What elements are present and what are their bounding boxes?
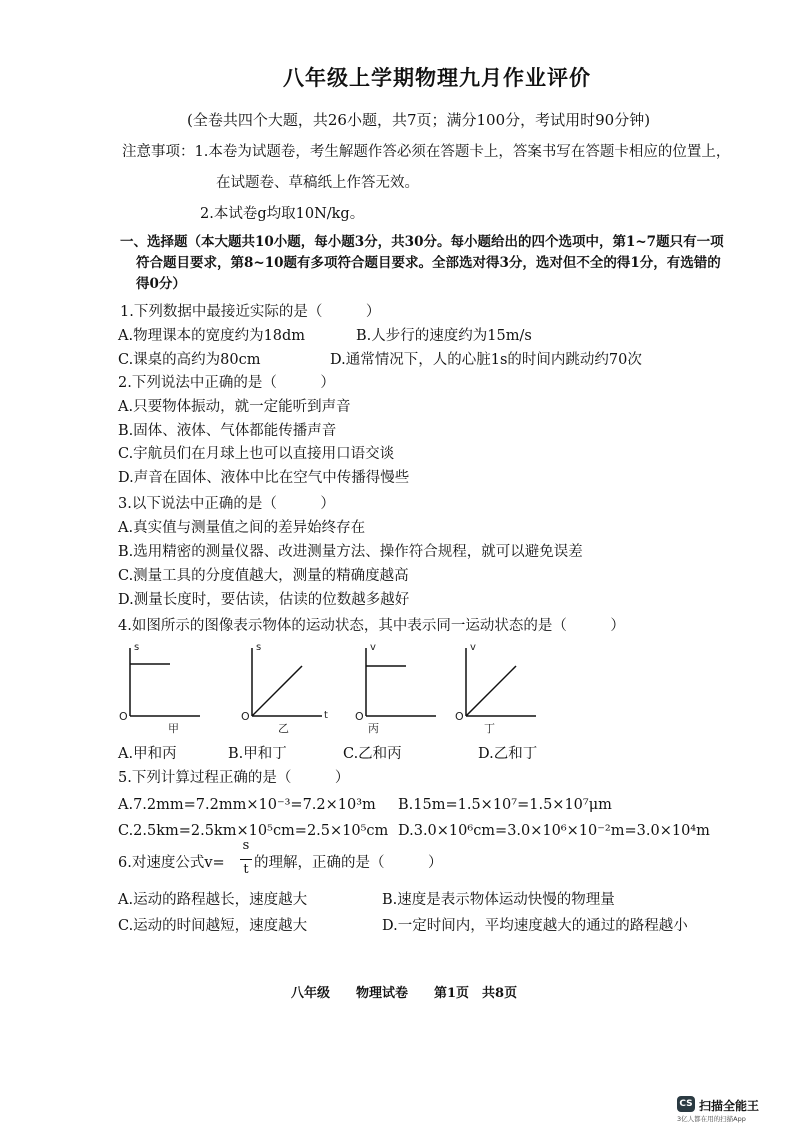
q3-option-a: A.真实值与测量值之间的差异始终存在 xyxy=(118,520,366,536)
q5-option-d: D.3.0×10⁶cm=3.0×10⁶×10⁻²m=3.0×10⁴m xyxy=(398,823,710,839)
graph-line-diagonal xyxy=(252,666,302,716)
q4-option-b: B.甲和丁 xyxy=(228,746,287,762)
graph-yi-origin: O xyxy=(241,710,250,723)
notes-line-2: 在试题卷、草稿纸上作答无效。 xyxy=(216,175,419,191)
graph-line-diagonal xyxy=(466,666,516,716)
watermark-name: 扫描全能王 xyxy=(699,1099,760,1113)
q6-option-c: C.运动的时间越短，速度越大 xyxy=(118,918,308,934)
q3-stem: 3.以下说法中正确的是（ ） xyxy=(118,496,335,512)
graph-ding xyxy=(452,640,542,740)
notes-line-1: 注意事项：1.本卷为试题卷，考生解题作答必须在答题卡上，答案书写在答题卡相应的位置上， xyxy=(122,144,731,160)
q6-fraction-numerator: s xyxy=(242,838,250,853)
q1-option-b: B.人步行的速度约为15m/s xyxy=(356,328,532,344)
page-footer: 八年级 物理试卷 第1页 共8页 xyxy=(291,986,518,1001)
graph-ding-caption: 丁 xyxy=(484,722,495,735)
q6-fraction-denominator: t xyxy=(243,862,249,877)
q2-option-b: B.固体、液体、气体都能传播声音 xyxy=(118,423,337,439)
q1-stem: 1.下列数据中最接近实际的是（ ） xyxy=(120,304,381,320)
section-heading-3: 得0分） xyxy=(136,276,186,292)
section-heading-2: 符合题目要求，第8~10题有多项符合题目要求。全部选对得3分，选对但不全的得1分，有选错的 xyxy=(136,255,721,271)
q1-option-a: A.物理课本的宽度约为18dm xyxy=(118,328,306,344)
graph-bing-svg xyxy=(352,640,442,740)
q5-option-c: C.2.5km=2.5km×10⁵cm=2.5×10⁵cm xyxy=(118,823,389,839)
graph-ding-origin: O xyxy=(455,710,464,723)
graph-ding-ylabel: v xyxy=(470,642,476,653)
q3-option-b: B.选用精密的测量仪器、改进测量方法、操作符合规程，就可以避免误差 xyxy=(118,544,583,560)
graph-yi-ylabel: s xyxy=(256,642,262,653)
q6-fraction-bar xyxy=(240,859,252,860)
q6-stem-suffix: 的理解，正确的是（ ） xyxy=(254,855,443,871)
q5-stem: 5.下列计算过程正确的是（ ） xyxy=(118,770,350,786)
camscanner-logo: CS xyxy=(677,1096,695,1112)
watermark-tagline: 3亿人都在用的扫描App xyxy=(677,1115,746,1123)
graph-jia-svg xyxy=(116,640,206,740)
q5-option-b: B.15m=1.5×10⁷=1.5×10⁷μm xyxy=(398,797,612,813)
q1-option-c: C.课桌的高约为80cm xyxy=(118,352,261,368)
q2-option-c: C.宇航员们在月球上也可以直接用口语交谈 xyxy=(118,446,395,462)
q4-option-a: A.甲和丙 xyxy=(118,746,177,762)
q4-stem: 4.如图所示的图像表示物体的运动状态，其中表示同一运动状态的是（ ） xyxy=(118,618,625,634)
graph-ding-svg xyxy=(452,640,542,740)
q1-option-d: D.通常情况下，人的心脏1s的时间内跳动约70次 xyxy=(330,352,642,368)
q2-option-a: A.只要物体振动，就一定能听到声音 xyxy=(118,399,351,415)
q4-option-c: C.乙和丙 xyxy=(343,746,402,762)
q3-option-c: C.测量工具的分度值越大，测量的精确度越高 xyxy=(118,568,409,584)
q4-option-d: D.乙和丁 xyxy=(478,746,538,762)
q6-option-a: A.运动的路程越长，速度越大 xyxy=(118,892,308,908)
exam-info: (全卷共四个大题，共26小题，共7页；满分100分，考试用时90分钟) xyxy=(187,111,651,129)
graph-jia-origin: O xyxy=(119,710,128,723)
graph-jia-ylabel: s xyxy=(134,642,140,653)
graph-bing-origin: O xyxy=(355,710,364,723)
graph-yi-caption: 乙 xyxy=(278,722,289,735)
graph-bing xyxy=(352,640,442,740)
graph-jia xyxy=(116,640,206,740)
graph-bing-ylabel: v xyxy=(370,642,376,653)
q6-stem-prefix: 6.对速度公式v= xyxy=(118,855,225,871)
notes-line-3: 2.本试卷g均取10N/kg。 xyxy=(200,206,365,222)
graph-yi-xlabel: t xyxy=(324,710,328,721)
page-title: 八年级上学期物理九月作业评价 xyxy=(283,65,591,90)
graph-jia-caption: 甲 xyxy=(168,722,179,735)
q6-option-d: D.一定时间内，平均速度越大的通过的路程越小 xyxy=(382,918,688,934)
q3-option-d: D.测量长度时，要估读，估读的位数越多越好 xyxy=(118,592,410,608)
graph-yi xyxy=(238,640,334,740)
q2-option-d: D.声音在固体、液体中比在空气中传播得慢些 xyxy=(118,470,410,486)
q6-option-b: B.速度是表示物体运动快慢的物理量 xyxy=(382,892,615,908)
q2-stem: 2.下列说法中正确的是（ ） xyxy=(118,375,335,391)
section-heading-1: 一、选择题（本大题共10小题，每小题3分，共30分。每小题给出的四个选项中，第1~7题只有一项 xyxy=(120,234,724,250)
graph-bing-caption: 丙 xyxy=(368,722,379,735)
q5-option-a: A.7.2mm=7.2mm×10⁻³=7.2×10³m xyxy=(118,797,376,813)
